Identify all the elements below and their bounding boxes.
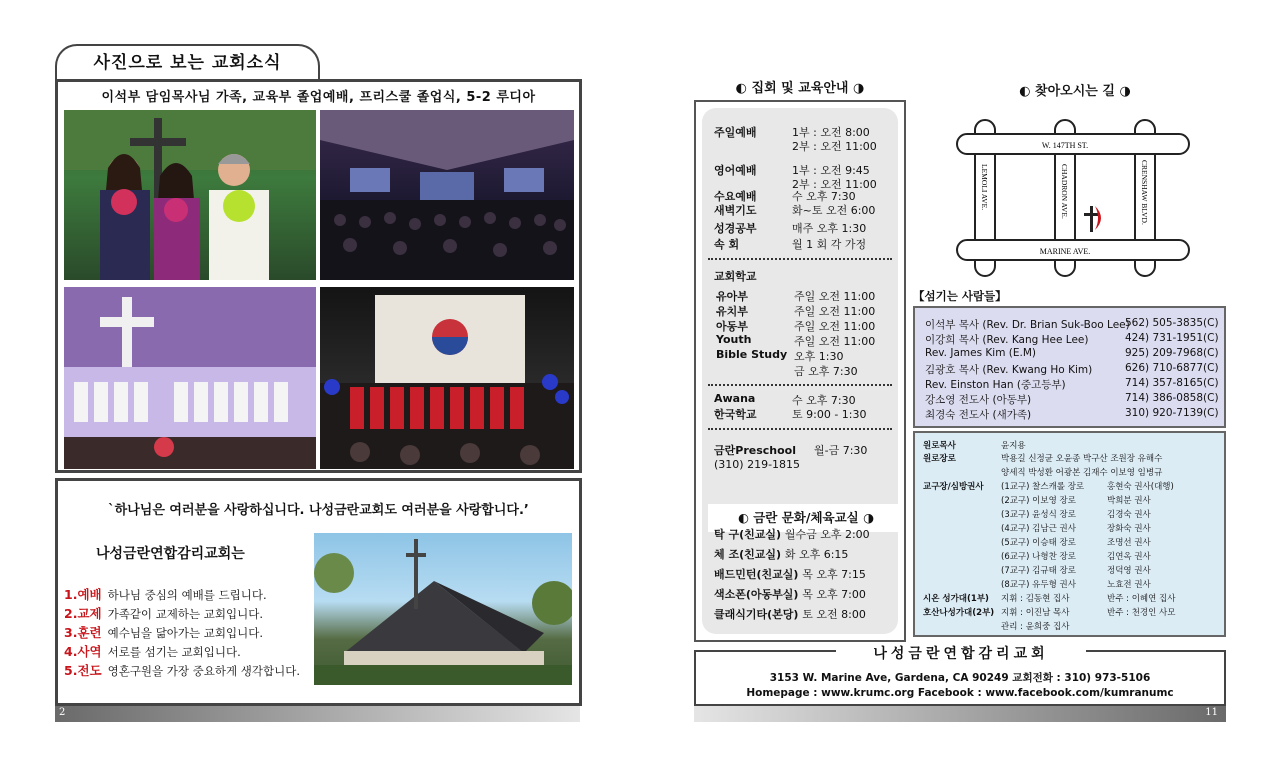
schedule-time: 월-금 7:30 <box>814 444 868 457</box>
photo-news-panel <box>55 79 582 473</box>
pastor-phone: 714) 386-0858(C) <box>1125 392 1219 404</box>
schedule-time: 수 오후 7:30 <box>792 190 856 203</box>
staff-key: 교구장/심방권사 <box>923 482 984 492</box>
schedule-label: Youth <box>716 333 752 346</box>
pastor-name: Rev. James Kim (E.M) <box>925 347 1036 359</box>
schedule-time: 월 1 회 각 가정 <box>792 238 867 251</box>
schedule-time: 수 오후 7:30 <box>792 394 856 407</box>
mission-key: 2.교제 <box>64 606 102 621</box>
schedule-time: 화~토 오전 6:00 <box>792 204 876 217</box>
district-deaconess: 김연옥 권사 <box>1107 552 1151 562</box>
culture-row <box>714 606 866 622</box>
mission-key: 3.훈련 <box>64 625 102 640</box>
schedule-label: Awana <box>714 392 756 405</box>
pastor-phone: 424) 731-1951(C) <box>1125 332 1219 344</box>
staff-key: 호산나성가대(2부) <box>923 608 995 618</box>
mission-desc: 하나님 중심의 예배를 드립니다. <box>107 588 267 602</box>
pastors-panel <box>913 306 1226 428</box>
pastor-phone: 714) 357-8165(C) <box>1125 377 1219 389</box>
schedule-label: 새벽기도 <box>714 204 757 217</box>
mission-desc: 예수님을 닮아가는 교회입니다. <box>107 626 263 640</box>
district-leader: (2교구) 이보영 장로 <box>1001 496 1076 506</box>
schedule-label: 유아부 <box>716 290 748 303</box>
church-name: 나성금란연합감리교회 <box>836 643 1086 663</box>
pastor-name: Rev. Einston Han (중고등부) <box>925 379 1066 391</box>
worship-schedule-panel <box>694 100 906 642</box>
pastor-name: 최경숙 전도사 (새가족) <box>925 409 1032 421</box>
church-web-links: Homepage : www.krumc.org Facebook : www.facebook.com/kumranumc <box>746 687 1174 699</box>
choir-accompanist: 반주 : 천경인 사모 <box>1107 608 1176 618</box>
church-location-icon <box>1084 206 1101 232</box>
staff-section-title: 【섬기는 사람들】 <box>913 289 1007 303</box>
district-deaconess: 장화숙 권사 <box>1107 524 1151 534</box>
culture-row <box>714 546 848 562</box>
pastor-phone: 562) 505-3835(C) <box>1125 317 1219 329</box>
pastor-family-photo <box>64 110 316 280</box>
mission-quote: `하나님은 여러분을 사랑하십니다. 나성금란교회도 여러분을 사랑합니다.’ <box>108 503 529 518</box>
choir-accompanist: 반주 : 이혜연 집사 <box>1107 594 1176 604</box>
dotted-divider <box>708 258 892 260</box>
schedule-label: 영어예배 <box>714 164 757 177</box>
dotted-divider <box>708 384 892 386</box>
pastor-name: 이강희 목사 (Rev. Kang Hee Lee) <box>925 334 1089 346</box>
culture-row <box>714 526 870 542</box>
directions-title: ◐ 찾아오시는 길 ◑ <box>1019 84 1131 99</box>
church-address: 3153 W. Marine Ave, Gardena, CA 90249 교회전화 : 310) 973-5106 <box>769 672 1151 684</box>
mission-desc: 가족같이 교제하는 교회입니다. <box>107 607 263 621</box>
district-deaconess: 홍현숙 권사(대행) <box>1107 482 1174 492</box>
pastor-row <box>925 377 1219 392</box>
school-heading: 교회학교 <box>714 270 757 283</box>
footer-bar-left <box>55 706 580 722</box>
pastor-row <box>925 332 1219 347</box>
district-leader: (4교구) 김남근 권사 <box>1001 524 1076 534</box>
culture-label: 탁 구(친교실) <box>714 528 782 541</box>
staff-key: 원로목사 <box>923 441 956 451</box>
district-leader: (1교구) 찰스캐롤 장로 <box>1001 482 1085 492</box>
graduation-service-photo <box>320 110 574 280</box>
schedule-time: 오후 1:30 <box>794 350 844 363</box>
worship-schedule-card <box>702 108 898 634</box>
schedule-label: 속 회 <box>714 238 740 251</box>
staff-value: 박용길 신정균 오윤종 박구산 조원장 유해수 <box>1001 454 1163 464</box>
staff-key: 원로장로 <box>923 454 956 464</box>
schedule-time: 2부 : 오전 11:00 <box>792 140 877 153</box>
map-street-bottom: MARINE AVE. <box>1039 247 1091 256</box>
district-leader: (6교구) 나형찬 장로 <box>1001 552 1076 562</box>
district-deaconess: 조명선 권사 <box>1107 538 1151 548</box>
pastor-name: 이석부 목사 (Rev. Dr. Brian Suk-Boo Lee) <box>925 319 1130 331</box>
staff-value: 양세직 박성환 어광본 김재수 이보영 임병규 <box>1001 468 1163 478</box>
culture-time: 목 오후 7:15 <box>802 568 866 581</box>
worship-schedule-title: ◐ 집회 및 교육안내 ◑ <box>735 81 865 96</box>
map-avenue-3: CRENSHAW BLVD. <box>1140 160 1149 225</box>
district-deaconess: 정덕영 권사 <box>1107 566 1151 576</box>
district-deaconess: 김경숙 권사 <box>1107 510 1151 520</box>
schedule-label: 아동부 <box>716 320 748 333</box>
schedule-label: 수요예배 <box>714 190 757 203</box>
pastor-row <box>925 317 1219 332</box>
choir-manager: 관리 : 윤희중 집사 <box>1001 622 1070 632</box>
mission-desc: 영혼구원을 가장 중요하게 생각합니다. <box>107 664 300 678</box>
district-leader: (3교구) 윤성식 장로 <box>1001 510 1076 520</box>
culture-label: 색소폰(아동부실) <box>714 588 799 601</box>
staff-key: 시온 성가대(1부) <box>923 594 989 604</box>
schedule-time: 주일 오전 11:00 <box>794 290 876 303</box>
mission-desc: 서로를 섬기는 교회입니다. <box>107 645 241 659</box>
schedule-time: 주일 오전 11:00 <box>794 335 876 348</box>
preschool-phone: (310) 219-1815 <box>714 458 801 471</box>
pastor-name: 김광호 목사 (Rev. Kwang Ho Kim) <box>925 364 1093 376</box>
page-number: 11 <box>1205 707 1218 718</box>
culture-time: 월수금 오후 2:00 <box>784 528 870 541</box>
schedule-time: 1부 : 오전 9:45 <box>792 164 870 177</box>
culture-time: 화 오후 6:15 <box>784 548 849 561</box>
culture-class-title: ◐ 금란 문화/체육교실 ◑ <box>708 504 904 532</box>
culture-label: 체 조(친교실) <box>714 548 782 561</box>
church-mission-heading: 나성금란연합감리교회는 <box>96 546 245 562</box>
schedule-time: 금 오후 7:30 <box>794 365 858 378</box>
schedule-label: 금란Preschool <box>714 444 796 457</box>
mission-item <box>64 604 263 622</box>
pastor-phone: 925) 209-7968(C) <box>1125 347 1219 359</box>
culture-row <box>714 566 866 582</box>
schedule-time: 매주 오후 1:30 <box>792 222 867 235</box>
directions-map <box>955 118 1191 278</box>
mission-item <box>64 661 300 679</box>
staff-panel <box>913 431 1226 637</box>
culture-time: 목 오후 7:00 <box>802 588 866 601</box>
staff-value: 윤지용 <box>1001 441 1026 451</box>
culture-label: 클래식기타(본당) <box>714 608 799 621</box>
choir-conductor: 지휘 : 이진남 목사 <box>1001 608 1070 618</box>
district-leader: (5교구) 이승태 장로 <box>1001 538 1076 548</box>
schedule-label: Bible Study <box>716 348 788 361</box>
schedule-label: 주일예배 <box>714 126 757 139</box>
footer-bar-right <box>694 706 1226 722</box>
district-leader: (7교구) 김규태 장로 <box>1001 566 1076 576</box>
schedule-time: 주일 오전 11:00 <box>794 320 876 333</box>
culture-row <box>714 586 866 602</box>
church-contact-panel <box>694 646 1226 706</box>
schedule-time: 1부 : 오전 8:00 <box>792 126 870 139</box>
pastor-row <box>925 392 1219 407</box>
mission-panel <box>55 478 582 706</box>
district-leader: (8교구) 유두형 권사 <box>1001 580 1076 590</box>
pastor-name: 강소영 전도사 (아동부) <box>925 394 1032 406</box>
schedule-time: 주일 오전 11:00 <box>794 305 876 318</box>
dotted-divider <box>708 428 892 430</box>
mission-key: 4.사역 <box>64 644 102 659</box>
pastor-phone: 310) 920-7139(C) <box>1125 407 1219 419</box>
page-section-title: 사진으로 보는 교회소식 <box>55 44 320 80</box>
page-number: 2 <box>59 707 66 718</box>
pastor-row <box>925 362 1219 377</box>
preschool-graduation-photo <box>320 287 574 469</box>
choir-performance-photo <box>64 287 316 469</box>
schedule-time: 2부 : 오전 11:00 <box>792 178 877 191</box>
district-deaconess: 박희분 권사 <box>1107 496 1151 506</box>
map-street-top: W. 147TH ST. <box>1041 141 1089 150</box>
mission-item <box>64 642 241 660</box>
mission-key: 1.예배 <box>64 587 102 602</box>
schedule-label: 성경공부 <box>714 222 757 235</box>
map-avenue-1: LEMOLI AVE. <box>980 164 989 211</box>
mission-item <box>64 623 263 641</box>
culture-time: 토 오전 8:00 <box>802 608 866 621</box>
church-building-photo <box>314 533 572 685</box>
map-avenue-2: CHADRON AVE. <box>1060 164 1069 219</box>
district-deaconess: 노효전 권사 <box>1107 580 1151 590</box>
culture-label: 배드민턴(친교실) <box>714 568 799 581</box>
choir-conductor: 지휘 : 김동현 집사 <box>1001 594 1070 604</box>
schedule-time: 토 9:00 - 1:30 <box>792 408 867 421</box>
mission-item <box>64 585 267 603</box>
schedule-label: 유치부 <box>716 305 748 318</box>
schedule-label: 한국학교 <box>714 408 757 421</box>
pastor-phone: 626) 710-6877(C) <box>1125 362 1219 374</box>
pastor-row <box>925 407 1219 422</box>
pastor-row <box>925 347 1219 359</box>
photo-caption: 이석부 담임목사님 가족, 교육부 졸업예배, 프리스쿨 졸업식, 5-2 루디아 <box>101 90 536 105</box>
mission-key: 5.전도 <box>64 663 102 678</box>
